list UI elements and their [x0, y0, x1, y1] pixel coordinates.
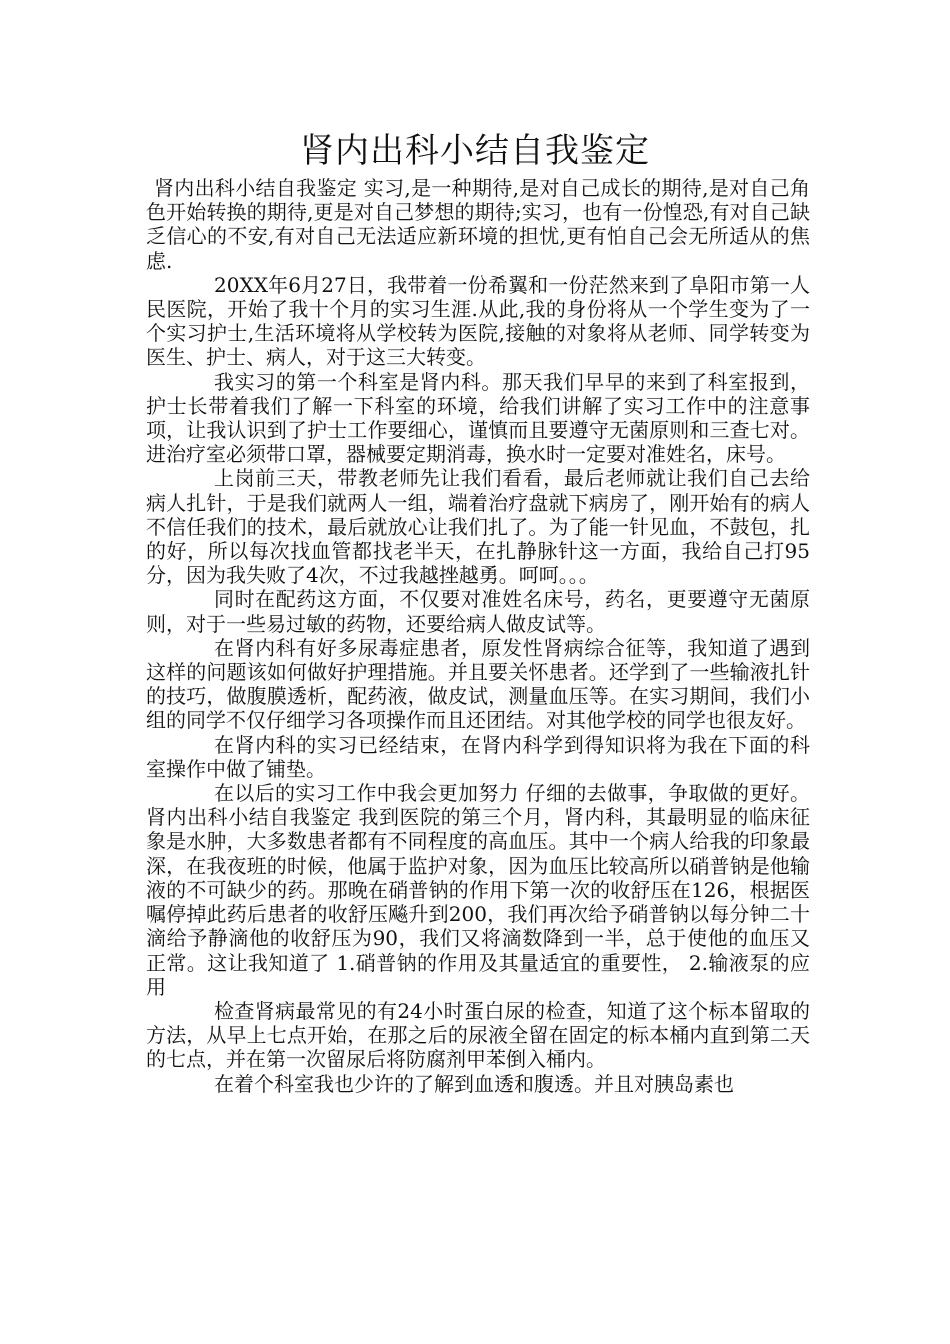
paragraph-nephrology-patients: 在肾内科有好多尿毒症患者，原发性肾病综合征等，我知道了遇到这样的问题该如何做好护理措施。并且要关怀患者。还学到了一些输液扎针的技巧，做腹膜透析，配药液，做皮试，测量血压等。在实习期间，我们小组的同学不仅仔细学习各项操作而且还团结。对其他学校的同学也很友好。 [146, 635, 810, 733]
paragraph-dispensing: 同时在配药这方面，不仅要对准姓名床号，药名，更要遵守无菌原则，对于一些易过敏的药物，还要给病人做皮试等。 [146, 587, 810, 636]
paragraph-dialysis: 在着个科室我也少许的了解到血透和腹透。并且对胰岛素也 [214, 1071, 734, 1096]
paragraph-arrival: 20XX年6月27日，我带着一份希翼和一份茫然来到了阜阳市第一人民医院，开始了我十个月的实习生涯.从此,我的身份将从一个学生变为了一个实习护士,生活环境将从学校转为医院,接触的对象将从老师、同学转变为医生、护士、病人，对于这三大转变。 [146, 272, 810, 370]
paragraph-internship-ended: 在肾内科的实习已经结束，在肾内科学到得知识将为我在下面的科室操作中做了铺垫。 [146, 732, 810, 781]
document-body [146, 176, 810, 1096]
paragraph-hypertension-case: 在以后的实习工作中我会更加努力 仔细的去做事，争取做的更好。 肾内出科小结自我鉴定 我到医院的第三个月，肾内科，其最明显的临床征象是水肿，大多数患者都有不同程度的高血压。其中一个病人给我的印象最深，在我夜班的时候，他属于监护对象，因为血压比较高所以硝普钠是他输液的不可缺少的药。那晚在硝普钠的作用下第一次的收舒压在126，根据医嘱停掉此药后患者的收舒压飚升到200，我们再次给予硝普钠以每分钟二十滴给予静滴他的收舒压为90，我们又将滴数降到一半，总于使他的血压又正常。这让我知道了 1.硝普钠的作用及其量适宜的重要性， 2.输液泵的应用 [146, 781, 810, 999]
document-title: 肾内出科小结自我鉴定 [300, 131, 650, 171]
paragraph-proteinuria-test: 检查肾病最常见的有24小时蛋白尿的检查，知道了这个标本留取的方法，从早上七点开始，在那之后的尿液全留在固定的标本桶内直到第二天的七点，并在第一次留尿后将防腐剂甲苯倒入桶内。 [146, 998, 810, 1072]
paragraph-injection-practice: 上岗前三天，带教老师先让我们看看，最后老师就让我们自己去给病人扎针，于是我们就两人一组，端着治疗盘就下病房了，刚开始有的病人不信任我们的技术，最后就放心让我们扎了。为了能一针见血，不鼓包，扎的好，所以每次找血管都找老半天，在扎静脉针这一方面，我给自己打95分，因为我失败了4次，不过我越挫越勇。呵呵。。。 [146, 466, 810, 588]
paragraph-intro: 肾内出科小结自我鉴定 实习,是一种期待,是对自己成长的期待,是对自己角色开始转换的期待,更是对自己梦想的期待;实习，也有一份惶恐,有对自己缺乏信心的不安,有对自己无法适应新环境的担忧,更有怕自己会无所适从的焦虑. [146, 176, 810, 273]
paragraph-first-department: 我实习的第一个科室是肾内科。那天我们早早的来到了科室报到，护士长带着我们了解一下科室的环境，给我们讲解了实习工作中的注意事项，让我认识到了护士工作要细心，谨慎而且要遵守无菌原则和三查七对。进治疗室必须带口罩，器械要定期消毒，换水时一定要对准姓名，床号。 [146, 369, 810, 467]
